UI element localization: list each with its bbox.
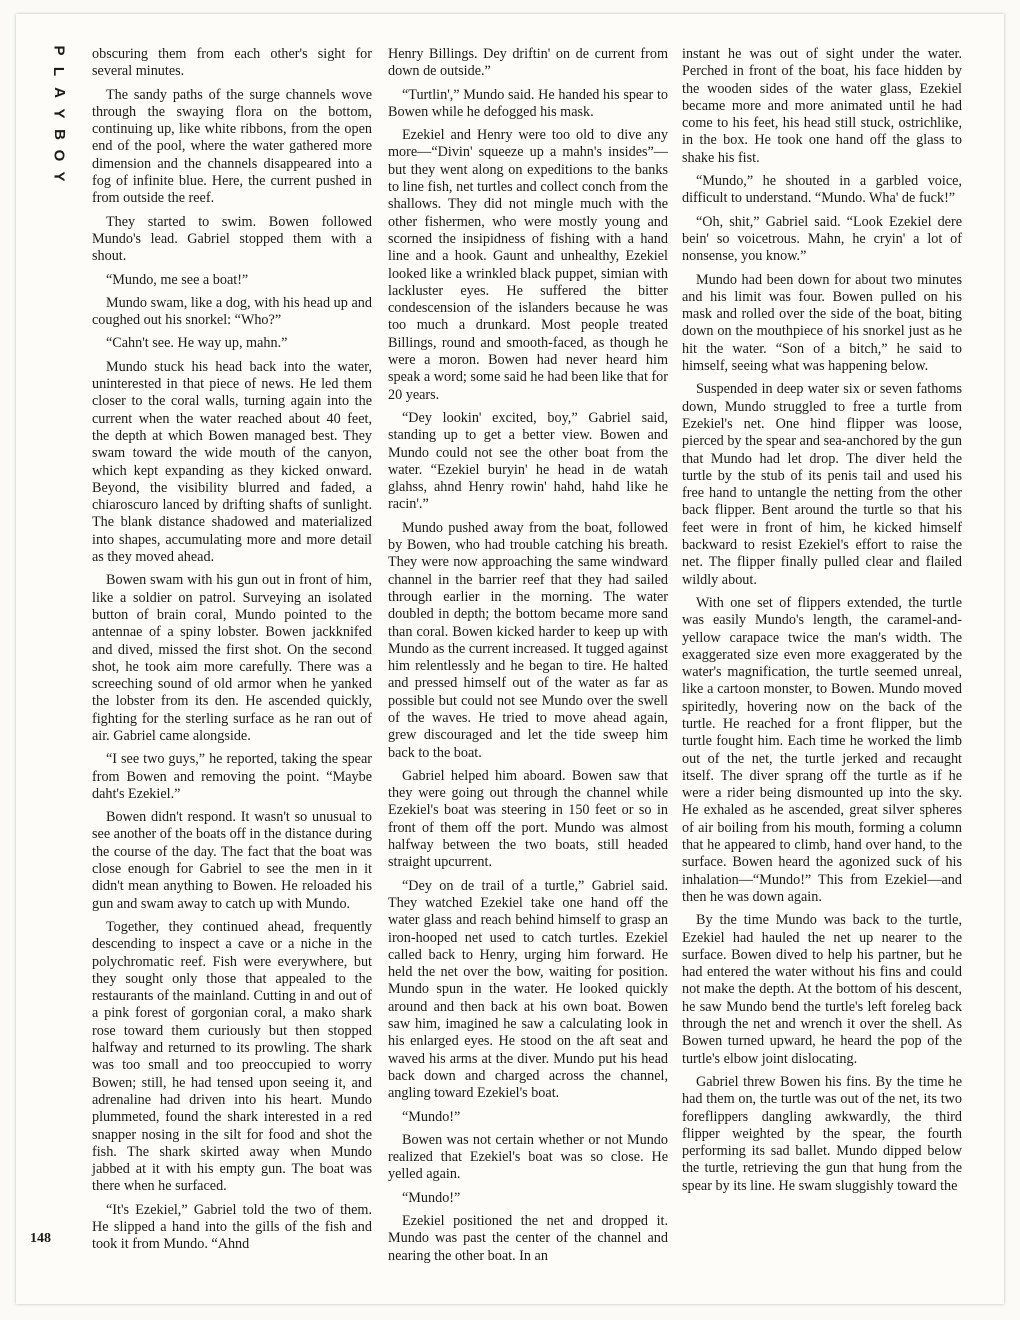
paragraph: Suspended in deep water six or seven fathoms down, Mundo struggled to free a turtle from Ezekiel's net. One hind flipper was loose, pierced by the spear and sea-anchored by the gun that Mundo had let drop. The diver held the turtle by the stub of its penis tail and used his free hand to untangle the netting from the other back flipper. Bent around the turtle so that his feet were in front of him, he kicked himself backward to resist Ezekiel's effort to raise the net. The flipper finally pulled clear and flailed wildly about. <box>682 381 962 588</box>
paragraph: instant he was out of sight under the water. Perched in front of the boat, his face hidden by the wooden sides of the water glass, Ezekiel became more and more animated until he had come to his feet, his head still stuck, ostrichlike, in the box. He took one hand off the glass to shake his fist. <box>682 46 962 166</box>
masthead-letter: Y <box>50 108 68 119</box>
paragraph: “It's Ezekiel,” Gabriel told the two of them. He slipped a hand into the gills of the fish and took it from Mundo. “Ahnd <box>92 1201 372 1253</box>
paragraph: “Mundo!” <box>402 1189 461 1206</box>
paragraph: “Mundo, me see a boat!” <box>106 271 249 288</box>
masthead-letter: L <box>50 66 68 77</box>
paragraph: Henry Billings. Dey driftin' on de current from down de outside.” <box>388 46 668 80</box>
paragraph: “Turtlin',” Mundo said. He handed his spear to Bowen while he defogged his mask. <box>388 86 668 120</box>
paragraph: “I see two guys,” he reported, taking the spear from Bowen and removing the point. “Maybe daht's Ezekiel.” <box>92 751 372 802</box>
masthead-letter: B <box>50 129 68 140</box>
article-column-2 <box>388 46 668 1271</box>
paragraph: obscuring them from each other's sight for several minutes. <box>92 46 372 80</box>
paragraph: Mundo swam, like a dog, with his head up and coughed out his snorkel: “Who?” <box>92 294 372 329</box>
paragraph: Together, they continued ahead, frequently descending to inspect a cave or a niche in the polychromatic reef. Fish were everywhere, but they sought only those that appealed to the restaurants of the mainland. Cutting in and out of a pink forest of gorgonian coral, a mako shark rose toward them curiously but then stopped halfway and returned to its prowling. The shark was too small and too preoccupied to worry Bowen; still, he had tensed upon seeing it, and adrenaline had driven into his heart. Mundo plummeted, found the shark interested in a red snapper nosing in the silt for food and shot the fish. The shark skirted away when Mundo jabbed at it with his empty gun. The boat was there when he surfaced. <box>92 918 372 1195</box>
masthead-letter: P <box>50 45 68 56</box>
paragraph: By the time Mundo was back to the turtle, Ezekiel had hauled the net up nearer to the surface. Bowen dived to help his partner, but he had entered the water without his fins and could not make the depth. At the bottom of his descent, he saw Mundo bend the turtle's left foreleg back through the net and wrench it over the shell. As Bowen turned upward, he heard the pop of the turtle's elbow joint dislocating. <box>682 912 962 1067</box>
paragraph: Ezekiel positioned the net and dropped it. Mundo was past the center of the channel and nearing the other boat. In an <box>388 1213 668 1264</box>
paragraph: “Mundo!” <box>402 1108 461 1125</box>
paragraph: The sandy paths of the surge channels wove through the swaying flora on the bottom, continuing up, like white ribbons, from the open end of the pool, where the water gathered more dimension and the channels disappeared into a fog of infinite blue. Here, the current pushed in from outside the reef. <box>92 86 372 207</box>
paragraph: Ezekiel and Henry were too old to dive any more—“Divin' squeeze up a mahn's insides”—but they went along on expeditions to the banks to line fish, net turtles and collect conch from the shallows. They did not mingle much with the other fishermen, who were mostly young and scorned the insipidness of fishing with a hand line and a hook. Gaunt and unhealthy, Ezekiel looked like a wrinkled black puppet, simian with lackluster eyes. He suffered the bitter condescension of the islanders because he was too much a drunkard. Most people treated Billings, round and smooth-faced, as though he were a moron. Bowen had never heard him speak a word; some said he had been like that for 20 years. <box>388 127 668 403</box>
article-column-1 <box>92 46 372 1260</box>
paragraph: Bowen swam with his gun out in front of him, like a soldier on patrol. Surveying an isolated button of brain coral, Mundo pointed to the antennae of a spiny lobster. Bowen jackknifed and dived, missed the first shot. On the second shot, he took aim more carefully. There was a screeching sound of old armor when he yanked the lobster from its den. He ascended quickly, fighting for the sterling surface as he ran out of air. Gabriel came alongside. <box>92 572 372 744</box>
paragraph: “Dey on de trail of a turtle,” Gabriel said. They watched Ezekiel take one hand off the water glass and reach behind himself to grasp an iron-hooped net used to catch turtles. Ezekiel called back to Henry, urging him forward. He held the net over the bow, waiting for position. Mundo spun in the water. He looked quickly around and then back at his own boat. Bowen saw him, imagined he saw a calculating look in his enlarged eyes. He stood on the aft seat and waved his arms at the diver. Mundo put his head back down and charged across the channel, angling toward Ezekiel's boat. <box>388 877 668 1102</box>
paragraph: They started to swim. Bowen followed Mundo's lead. Gabriel stopped them with a shout. <box>92 213 372 265</box>
article-column-3 <box>682 46 962 1201</box>
paragraph: “Cahn't see. He way up, mahn.” <box>106 335 288 352</box>
paragraph: Mundo had been down for about two minutes and his limit was four. Bowen pulled on his mask and rolled over the side of the boat, biting down on the mouthpiece of his snorkel just as he hit the water. “Son of a bitch,” he said to himself, seeing what was happening below. <box>682 271 962 375</box>
paragraph: Mundo stuck his head back into the water, uninterested in that piece of news. He led them closer to the coral walls, turning again into the current when the water reached about 40 feet, the depth at which Bowen managed best. They swam toward the wide mouth of the canyon, which kept expanding as they kicked onward. Beyond, the visibility blurred and faded, a chiaroscuro lanced by drifting shafts of sunlight. The blank distance shadowed and materialized into shapes, accumulating more and more detail as they moved ahead. <box>92 358 372 566</box>
paragraph: “Mundo,” he shouted in a garbled voice, difficult to understand. “Mundo. Wha' de fuck!” <box>682 173 962 207</box>
masthead-letter: A <box>50 87 68 98</box>
paragraph: “Dey lookin' excited, boy,” Gabriel said, standing up to get a better view. Bowen and Mundo could not see the other boat from the water. “Ezekiel buryin' he head in de watah glahss, ahnd Henry rowin' hahd, hahd like he racin'.” <box>388 409 668 513</box>
paragraph: “Oh, shit,” Gabriel said. “Look Ezekiel dere bein' so voicetrous. Mahn, he cryin' a lot of nonsense, you know.” <box>682 213 962 265</box>
paragraph: Gabriel helped him aboard. Bowen saw that they were going out through the channel while Ezekiel's boat was steering in 150 feet or so in front of them off the port. Mundo was almost halfway between the two boats, still headed straight upcurrent. <box>388 767 668 871</box>
paragraph: Mundo pushed away from the boat, followed by Bowen, who had trouble catching his breath. They were now approaching the same windward channel in the barrier reef that they had sailed through earlier in the morning. The water doubled in depth; the bottom became more sand than coral. Bowen kicked harder to keep up with Mundo as the current increased. It tugged against him relentlessly and he began to tire. He halted and pressed himself out of the water as far as possible but could not see Mundo over the swell of the waves. He tried to move ahead again, grew discouraged and let the tide sweep him back to the boat. <box>388 519 668 761</box>
masthead <box>44 40 74 187</box>
paragraph: With one set of flippers extended, the turtle was easily Mundo's length, the caramel-and-yellow carapace twice the man's width. The exaggerated size even more exaggerated by the water's magnification, the turtle seemed unreal, like a cartoon monster, to Bowen. Mundo moved spiritedly, hovering now on the back of the turtle. He reached for a front flipper, but the turtle fought him. Each time he worked the limb out of the net, the turtle jerked and recaught itself. The diver sprang off the turtle as if he were a rider being dismounted up into the sky. He exhaled as he ascended, great silver spheres of air boiling from his mouth, forming a column that he appeared to climb, hand over hand, to the surface. Bowen heard the agonized suck of his inhalation—“Mundo!” This from Ezekiel—and then he was down again. <box>682 594 962 905</box>
paragraph: Bowen didn't respond. It wasn't so unusual to see another of the boats off in the distance during the course of the day. The fact that the boat was close enough for Gabriel to see the men in it didn't mean anything to Bowen. He reloaded his gun and swam away to catch up with Mundo. <box>92 809 372 912</box>
masthead-letter: O <box>50 149 68 162</box>
paragraph: Bowen was not certain whether or not Mundo realized that Ezekiel's boat was so close. He yelled again. <box>388 1131 668 1183</box>
paragraph: Gabriel threw Bowen his fins. By the time he had them on, the turtle was out of the net, its two foreflippers dangling awkwardly, the third flipper weighted by the spear, the fourth performing its sad ballet. Mundo dipped below the turtle, retrieving the gun that hung from the spear by its line. He swam sluggishly toward the <box>682 1073 962 1194</box>
page-number: 148 <box>30 1231 51 1246</box>
masthead-letter: Y <box>50 171 68 182</box>
